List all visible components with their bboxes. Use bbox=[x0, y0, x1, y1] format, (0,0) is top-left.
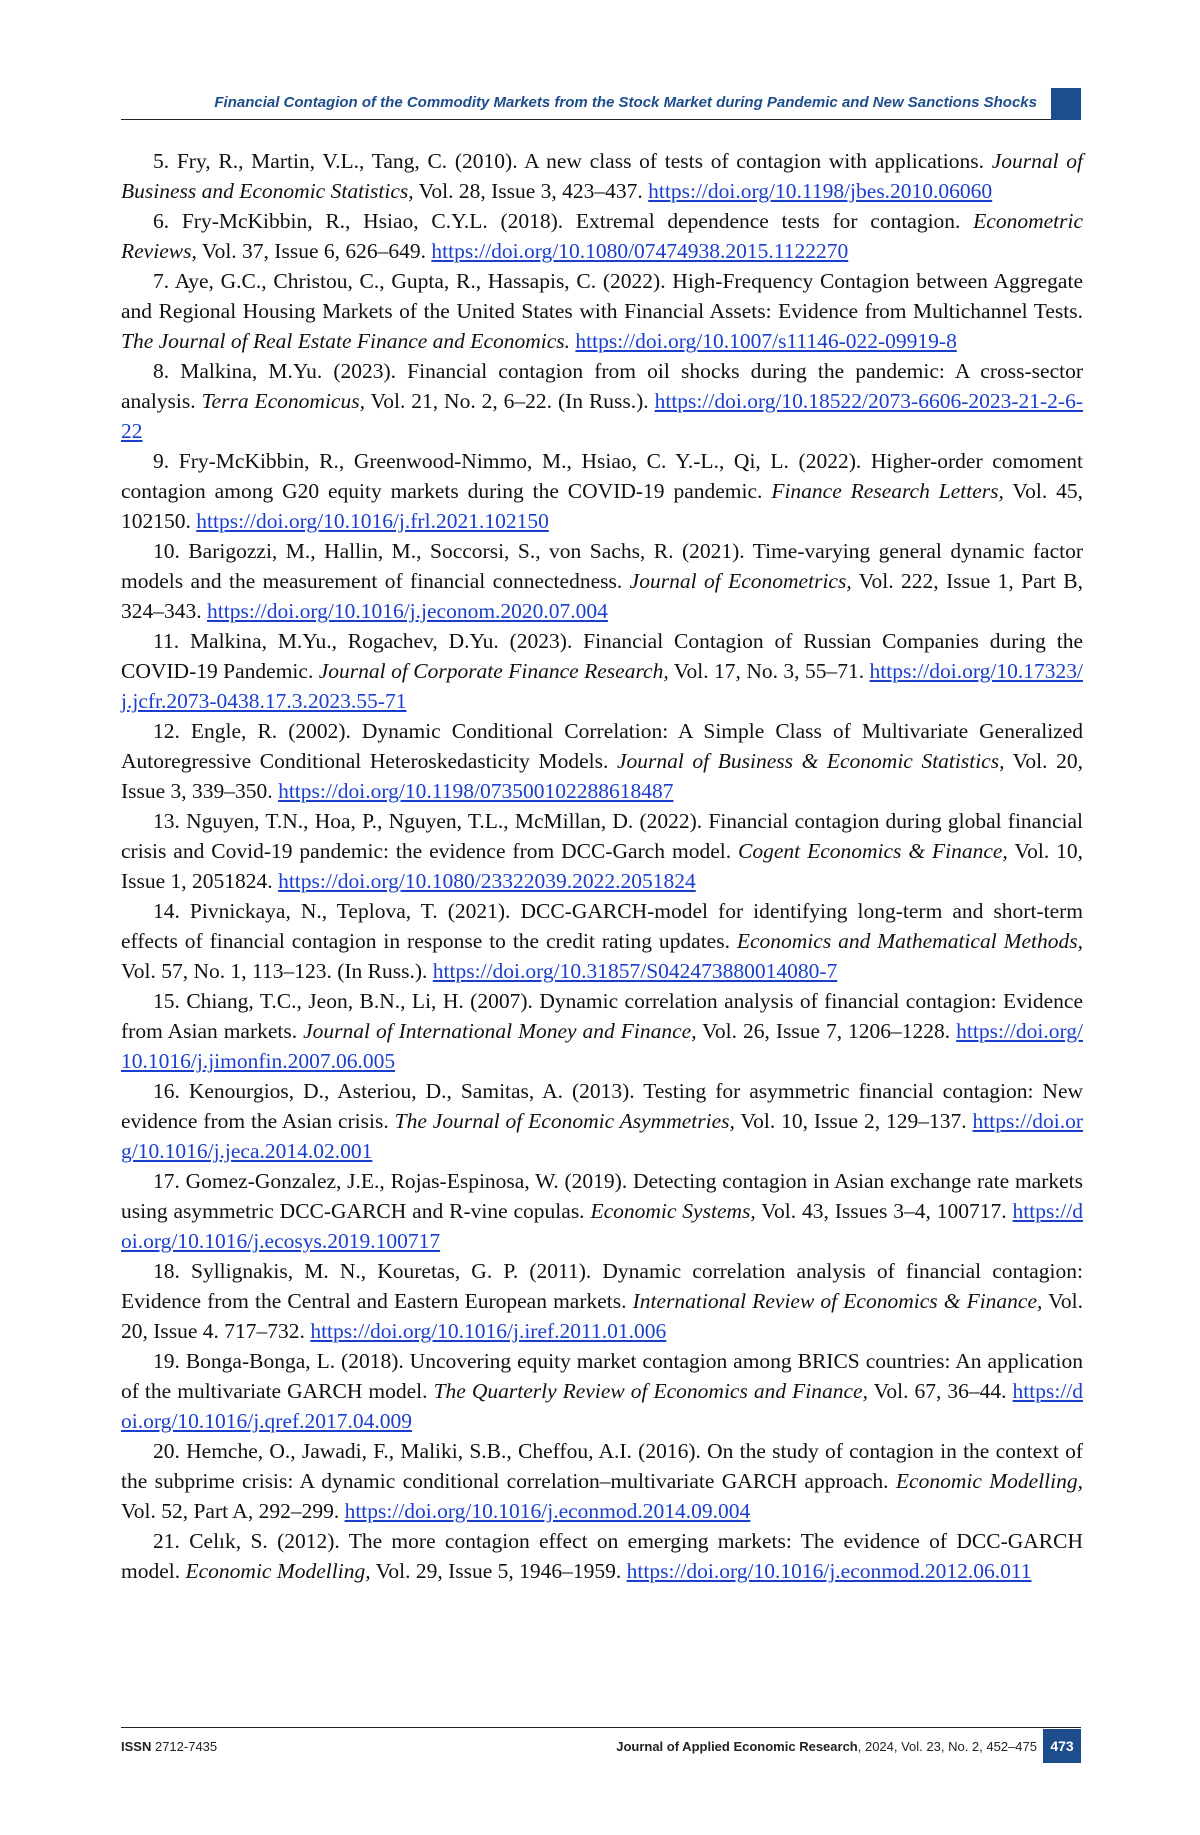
reference-authors-title: Fry, R., Martin, V.L., Tang, C. (2010). A new class of tests of contagion with applications. bbox=[176, 149, 984, 173]
reference-doi-link[interactable]: https://doi.org/10.1016/j.frl.2021.102150 bbox=[196, 509, 549, 533]
reference-doi-link[interactable]: https://doi.org/10.18522/2073-6606-2023-21-2-6-22 bbox=[121, 389, 1083, 443]
reference-details: Vol. 52, Part A, 292–299. bbox=[121, 1499, 340, 1523]
reference-authors-title: Fry-McKibbin, R., Hsiao, C.Y.L. (2018). Extremal dependence tests for contagion. bbox=[181, 209, 961, 233]
reference-journal: Economic Modelling, bbox=[895, 1469, 1083, 1493]
reference-number: 16. bbox=[153, 1079, 180, 1103]
footer-issn bbox=[121, 1739, 217, 1754]
reference-journal: Terra Economicus, bbox=[201, 389, 365, 413]
reference-details: Vol. 45, 102150. bbox=[121, 479, 1084, 533]
issn-label: ISSN bbox=[121, 1739, 152, 1754]
reference-number: 10. bbox=[153, 539, 180, 563]
reference-details: Vol. 222, Issue 1, Part B, 324–343. bbox=[121, 569, 1083, 623]
reference-details: Vol. 20, Issue 3, 339–350. bbox=[121, 749, 1083, 803]
reference-details: Vol. 21, No. 2, 6–22. (In Russ.). bbox=[370, 389, 649, 413]
reference-details: Vol. 37, Issue 6, 626–649. bbox=[201, 239, 426, 263]
reference-item bbox=[121, 896, 1083, 986]
reference-authors-title: Syllignakis, M. N., Kouretas, G. P. (2011). Dynamic correlation analysis of financial contagion: Evidence from the Central and Eastern European markets. bbox=[121, 1259, 1083, 1313]
reference-item bbox=[121, 716, 1083, 806]
reference-details: Vol. 29, Issue 5, 1946–1959. bbox=[375, 1559, 622, 1583]
header-rule bbox=[121, 119, 1081, 120]
reference-doi-link[interactable]: https://doi.org/10.1007/s11146-022-09919-8 bbox=[575, 329, 957, 353]
reference-authors-title: Malkina, M.Yu. (2023). Financial contagion from oil shocks during the pandemic: A cross-sector analysis. bbox=[121, 359, 1083, 413]
reference-item bbox=[121, 806, 1083, 896]
header-accent-block bbox=[1051, 88, 1081, 120]
reference-doi-link[interactable]: https://doi.org/10.1016/j.econmod.2014.09.004 bbox=[344, 1499, 751, 1523]
reference-doi-link[interactable]: https://doi.org/10.1016/j.econmod.2012.06.011 bbox=[626, 1559, 1032, 1583]
reference-number: 6. bbox=[153, 209, 170, 233]
running-header-title: Financial Contagion of the Commodity Markets from the Stock Market during Pandemic and New Sanctions Shocks bbox=[214, 94, 1037, 111]
reference-authors-title: Celık, S. (2012). The more contagion effect on emerging markets: The evidence of DCC-GARCH model. bbox=[121, 1529, 1083, 1583]
reference-authors-title: Kenourgios, D., Asteriou, D., Samitas, A. (2013). Testing for asymmetric financial contagion: New evidence from the Asian crisis. bbox=[121, 1079, 1084, 1133]
reference-journal: Journal of Econometrics, bbox=[629, 569, 852, 593]
reference-doi-link[interactable]: https://doi.org/10.1016/j.ecosys.2019.100717 bbox=[121, 1199, 1083, 1253]
reference-item bbox=[121, 1076, 1083, 1166]
footer-citation bbox=[616, 1739, 1037, 1754]
reference-authors-title: Nguyen, T.N., Hoa, P., Nguyen, T.L., McMillan, D. (2022). Financial contagion during global financial crisis and Covid-19 pandemic: the evidence from DCC-Garch model. bbox=[121, 809, 1084, 863]
footer-issue-info: , 2024, Vol. 23, No. 2, 452–475 bbox=[857, 1739, 1037, 1754]
reference-journal: Finance Research Letters, bbox=[771, 479, 1004, 503]
reference-doi-link[interactable]: https://doi.org/10.1016/j.jeca.2014.02.001 bbox=[121, 1109, 1084, 1163]
reference-authors-title: Pivnickaya, N., Teplova, T. (2021). DCC-GARCH-model for identifying long-term and short-term effects of financial contagion in response to the credit rating updates. bbox=[121, 899, 1084, 953]
reference-item bbox=[121, 986, 1083, 1076]
reference-number: 18. bbox=[153, 1259, 180, 1283]
reference-authors-title: Hemche, O., Jawadi, F., Maliki, S.B., Cheffou, A.I. (2016). On the study of contagion in the context of the subprime crisis: A dynamic conditional correlation–multivariate GARCH approach. bbox=[121, 1439, 1083, 1493]
reference-details: Vol. 28, Issue 3, 423–437. bbox=[418, 179, 643, 203]
reference-doi-link[interactable]: https://doi.org/10.1016/j.jeconom.2020.07.004 bbox=[207, 599, 608, 623]
reference-doi-link[interactable]: https://doi.org/10.1016/j.iref.2011.01.006 bbox=[310, 1319, 667, 1343]
reference-number: 19. bbox=[153, 1349, 180, 1373]
reference-item bbox=[121, 206, 1083, 266]
reference-details: Vol. 43, Issues 3–4, 100717. bbox=[761, 1199, 1007, 1223]
reference-authors-title: Bonga-Bonga, L. (2018). Uncovering equity market contagion among BRICS countries: An application of the multivariate GARCH model. bbox=[121, 1349, 1084, 1403]
reference-journal: Journal of Business & Economic Statistics, bbox=[616, 749, 1005, 773]
reference-number: 13. bbox=[153, 809, 180, 833]
reference-number: 20. bbox=[153, 1439, 180, 1463]
reference-journal: Economics and Mathematical Methods, bbox=[736, 929, 1083, 953]
reference-number: 9. bbox=[153, 449, 170, 473]
page-footer bbox=[121, 1727, 1081, 1761]
reference-item bbox=[121, 356, 1083, 446]
reference-details: Vol. 10, Issue 2, 129–137. bbox=[740, 1109, 967, 1133]
reference-number: 15. bbox=[153, 989, 180, 1013]
reference-details: Vol. 17, No. 3, 55–71. bbox=[673, 659, 865, 683]
reference-doi-link[interactable]: https://doi.org/10.1198/073500102288618487 bbox=[278, 779, 674, 803]
reference-doi-link[interactable]: https://doi.org/10.31857/S042473880014080-7 bbox=[432, 959, 838, 983]
reference-journal: Economic Modelling, bbox=[185, 1559, 371, 1583]
reference-item bbox=[121, 1526, 1083, 1586]
reference-authors-title: Malkina, M.Yu., Rogachev, D.Yu. (2023). Financial Contagion of Russian Companies during the COVID-19 Pandemic. bbox=[121, 629, 1084, 683]
reference-number: 5. bbox=[153, 149, 170, 173]
reference-authors-title: Aye, G.C., Christou, C., Gupta, R., Hassapis, C. (2022). High-Frequency Contagion between Aggregate and Regional Housing Markets of the United States with Financial Assets: Evidence from Multichannel Tests. bbox=[121, 269, 1083, 323]
reference-details: Vol. 20, Issue 4. 717–732. bbox=[121, 1289, 1084, 1343]
reference-item bbox=[121, 446, 1083, 536]
reference-number: 11. bbox=[153, 629, 180, 653]
reference-journal: Journal of Business and Economic Statistics, bbox=[121, 149, 1083, 203]
reference-item bbox=[121, 1436, 1083, 1526]
issn-value: 2712-7435 bbox=[154, 1739, 218, 1754]
footer-journal-name: Journal of Applied Economic Research bbox=[616, 1739, 858, 1754]
reference-journal: Journal of International Money and Finance, bbox=[303, 1019, 697, 1043]
reference-list bbox=[121, 146, 1083, 1586]
reference-journal: Cogent Economics & Finance, bbox=[738, 839, 1008, 863]
reference-item bbox=[121, 266, 1083, 356]
reference-number: 12. bbox=[153, 719, 180, 743]
reference-number: 14. bbox=[153, 899, 180, 923]
reference-item bbox=[121, 1166, 1083, 1256]
reference-authors-title: Chiang, T.C., Jeon, B.N., Li, H. (2007). Dynamic correlation analysis of financial contagion: Evidence from Asian markets. bbox=[121, 989, 1083, 1043]
reference-item bbox=[121, 146, 1083, 206]
reference-details: Vol. 57, No. 1, 113–123. (In Russ.). bbox=[121, 959, 428, 983]
reference-journal: International Review of Economics & Finance, bbox=[632, 1289, 1043, 1313]
reference-journal: The Quarterly Review of Economics and Finance, bbox=[433, 1379, 868, 1403]
reference-number: 7. bbox=[153, 269, 170, 293]
reference-doi-link[interactable]: https://doi.org/10.1198/jbes.2010.06060 bbox=[648, 179, 993, 203]
reference-journal: The Journal of Economic Asymmetries, bbox=[394, 1109, 735, 1133]
reference-item bbox=[121, 626, 1083, 716]
reference-journal: Econometric Reviews, bbox=[121, 209, 1084, 263]
reference-doi-link[interactable]: https://doi.org/10.1080/23322039.2022.2051824 bbox=[278, 869, 696, 893]
reference-journal: The Journal of Real Estate Finance and Economics. bbox=[121, 329, 571, 353]
reference-details: Vol. 26, Issue 7, 1206–1228. bbox=[702, 1019, 951, 1043]
running-header bbox=[121, 88, 1081, 120]
reference-authors-title: Engle, R. (2002). Dynamic Conditional Correlation: A Simple Class of Multivariate Generalized Autoregressive Conditional Heteroskedasticity Models. bbox=[121, 719, 1084, 773]
reference-doi-link[interactable]: https://doi.org/10.1016/j.qref.2017.04.009 bbox=[121, 1379, 1084, 1433]
reference-authors-title: Barigozzi, M., Hallin, M., Soccorsi, S., von Sachs, R. (2021). Time-varying general dynamic factor models and the measurement of financial connectedness. bbox=[121, 539, 1083, 593]
reference-doi-link[interactable]: https://doi.org/10.1080/07474938.2015.1122270 bbox=[431, 239, 849, 263]
reference-number: 17. bbox=[153, 1169, 180, 1193]
reference-journal: Journal of Corporate Finance Research, bbox=[318, 659, 669, 683]
reference-item bbox=[121, 536, 1083, 626]
reference-item bbox=[121, 1346, 1083, 1436]
reference-authors-title: Gomez-Gonzalez, J.E., Rojas-Espinosa, W. (2019). Detecting contagion in Asian exchange rate markets using asymmetric DCC-GARCH and R-vine copulas. bbox=[121, 1169, 1084, 1223]
reference-doi-link[interactable]: https://doi.org/10.1016/j.jimonfin.2007.06.005 bbox=[121, 1019, 1083, 1073]
footer-rule bbox=[121, 1727, 1081, 1728]
reference-number: 21. bbox=[153, 1529, 180, 1553]
reference-journal: Economic Systems, bbox=[590, 1199, 756, 1223]
page-number: 473 bbox=[1043, 1729, 1081, 1763]
reference-authors-title: Fry-McKibbin, R., Greenwood-Nimmo, M., Hsiao, C. Y.-L., Qi, L. (2022). Higher-order comoment contagion among G20 equity markets during the COVID-19 pandemic. bbox=[121, 449, 1084, 503]
reference-details: Vol. 67, 36–44. bbox=[873, 1379, 1007, 1403]
reference-number: 8. bbox=[153, 359, 170, 383]
reference-doi-link[interactable]: https://doi.org/10.17323/j.jcfr.2073-0438.17.3.2023.55-71 bbox=[121, 659, 1083, 713]
reference-details: Vol. 10, Issue 1, 2051824. bbox=[121, 839, 1084, 893]
reference-item bbox=[121, 1256, 1083, 1346]
